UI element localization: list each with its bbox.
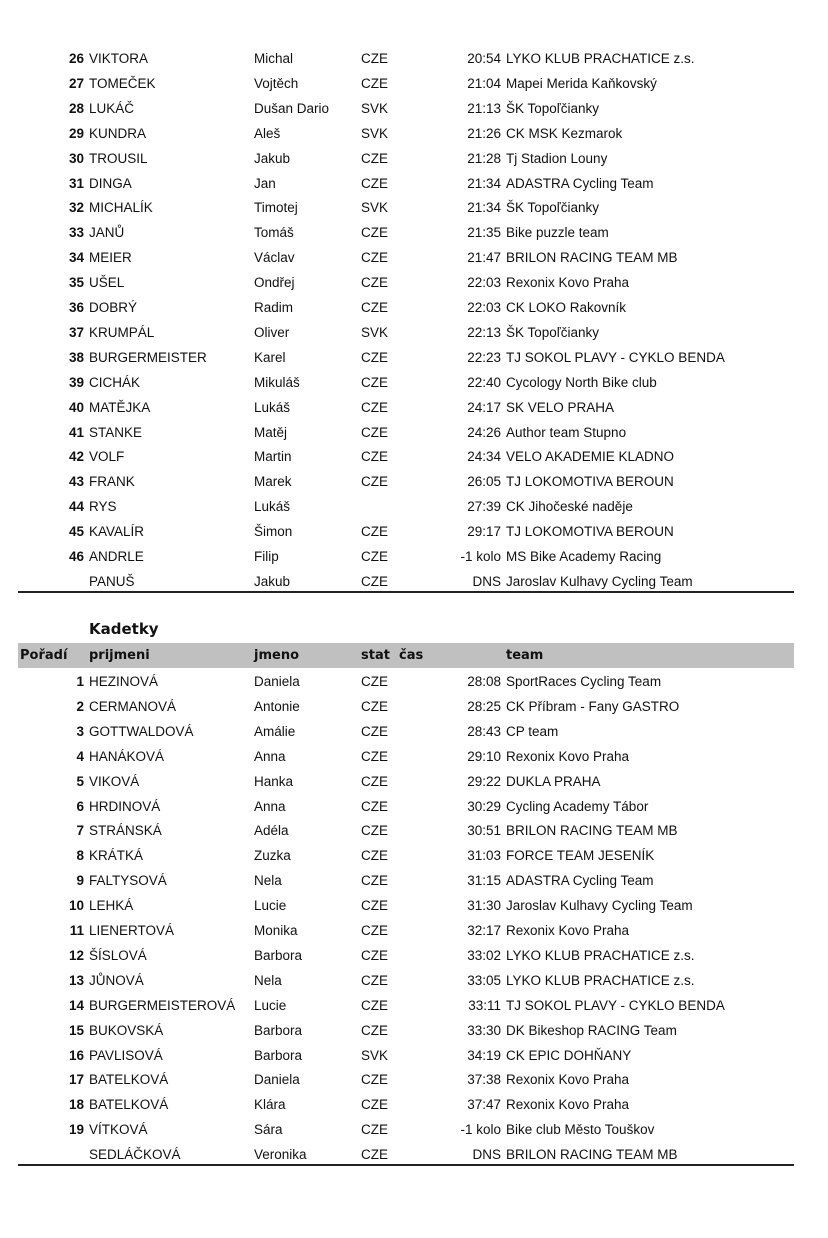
team-cell: ŠK Topoľčianky — [506, 200, 599, 216]
nationality-cell: CZE — [361, 947, 388, 963]
rank-cell: 5 — [76, 773, 84, 789]
first-name-cell: Aleš — [254, 125, 281, 141]
table-row — [0, 993, 828, 1018]
table-row — [0, 395, 828, 420]
table-row — [0, 494, 828, 519]
surname-cell: MEIER — [89, 250, 132, 266]
nationality-cell: CZE — [361, 51, 388, 66]
time-cell: 28:25 — [467, 698, 501, 714]
header-time: čas — [399, 648, 424, 663]
team-cell: ADASTRA Cycling Team — [506, 175, 654, 191]
rank-cell: 34 — [68, 250, 84, 266]
rank-cell: 7 — [76, 823, 84, 839]
nationality-cell: SVK — [361, 324, 389, 340]
team-cell: SportRaces Cycling Team — [506, 674, 662, 689]
nationality-cell: CZE — [361, 225, 388, 241]
nationality-cell: CZE — [361, 972, 388, 988]
team-cell: MS Bike Academy Racing — [506, 549, 662, 564]
table-row — [0, 121, 828, 146]
first-name-cell: Hanka — [254, 773, 294, 789]
rank-cell: 26 — [68, 51, 84, 66]
time-cell: 22:40 — [467, 374, 501, 390]
team-cell: Bike puzzle team — [506, 225, 609, 241]
surname-cell: HRDINOVÁ — [89, 798, 161, 814]
time-cell: 33:30 — [467, 1022, 501, 1038]
first-name-cell: Barbora — [254, 947, 303, 963]
surname-cell: TOMEČEK — [89, 75, 156, 91]
table-row — [0, 544, 828, 569]
first-name-cell: Zuzka — [254, 848, 291, 864]
rank-cell: 46 — [68, 549, 84, 564]
team-cell: CK Příbram - Fany GASTRO — [506, 698, 680, 714]
team-cell: TJ LOKOMOTIVA BEROUN — [506, 474, 674, 490]
table-row — [0, 669, 828, 694]
surname-cell: VIKOVÁ — [89, 773, 140, 789]
nationality-cell: CZE — [361, 549, 388, 564]
rank-cell: 37 — [68, 324, 84, 340]
first-name-cell: Michal — [254, 51, 294, 66]
nationality-cell: CZE — [361, 848, 388, 864]
team-cell: Author team Stupno — [506, 424, 627, 440]
first-name-cell: Anna — [254, 748, 286, 764]
surname-cell: JANŮ — [89, 225, 125, 241]
time-cell: 26:05 — [467, 474, 501, 490]
surname-cell: KRUMPÁL — [89, 324, 155, 340]
first-name-cell: Jakub — [254, 573, 291, 589]
time-cell: 21:13 — [467, 100, 501, 116]
time-cell: 37:38 — [467, 1072, 501, 1088]
table-row — [0, 1043, 828, 1068]
rank-cell: 18 — [68, 1097, 84, 1113]
team-cell: Cycology North Bike club — [506, 374, 657, 390]
team-cell: Jaroslav Kulhavy Cycling Team — [506, 573, 693, 589]
table-row — [0, 444, 828, 469]
table-row — [0, 46, 828, 71]
surname-cell: HEZINOVÁ — [89, 674, 159, 689]
table-row — [0, 794, 828, 819]
surname-cell: MICHALÍK — [89, 200, 153, 216]
team-cell: CK MSK Kezmarok — [506, 125, 623, 141]
nationality-cell: CZE — [361, 1022, 388, 1038]
table-row — [0, 968, 828, 993]
surname-cell: PAVLISOVÁ — [89, 1047, 163, 1063]
surname-cell: BUKOVSKÁ — [89, 1022, 164, 1038]
first-name-cell: Lukáš — [254, 499, 291, 515]
nationality-cell: CZE — [361, 275, 388, 291]
surname-cell: STRÁNSKÁ — [89, 823, 162, 839]
nationality-cell: CZE — [361, 573, 388, 589]
rank-cell: 27 — [68, 75, 84, 91]
time-cell: 30:51 — [467, 823, 501, 839]
first-name-cell: Jan — [254, 175, 276, 191]
time-cell: 33:11 — [468, 997, 501, 1013]
surname-cell: CERMANOVÁ — [89, 698, 177, 714]
team-cell: TJ SOKOL PLAVY - CYKLO BENDA — [506, 349, 725, 365]
surname-cell: DINGA — [89, 175, 132, 191]
time-cell: 21:34 — [467, 200, 501, 216]
time-cell: 34:19 — [467, 1047, 501, 1063]
time-cell: 21:35 — [467, 225, 501, 241]
surname-cell: KAVALÍR — [89, 524, 145, 540]
team-cell: CK Jihočeské naděje — [506, 499, 633, 515]
team-cell: DUKLA PRAHA — [506, 773, 601, 789]
nationality-cell: CZE — [361, 474, 388, 490]
table-row — [0, 320, 828, 345]
table-row — [0, 295, 828, 320]
table-row — [0, 519, 828, 544]
header-surname: prijmeni — [89, 648, 150, 663]
table-row — [0, 1092, 828, 1117]
time-cell: 22:13 — [467, 324, 501, 340]
nationality-cell: CZE — [361, 1072, 388, 1088]
table-row — [0, 195, 828, 220]
table-row — [0, 769, 828, 794]
time-cell: 21:34 — [467, 175, 501, 191]
time-cell: 20:54 — [467, 51, 501, 66]
rank-cell: 43 — [68, 474, 84, 490]
nationality-cell: CZE — [361, 1097, 388, 1113]
table-header — [18, 643, 794, 668]
nationality-cell: SVK — [361, 125, 389, 141]
team-cell: ŠK Topoľčianky — [506, 324, 599, 340]
rank-cell: 1 — [76, 674, 84, 689]
team-cell: CK LOKO Rakovník — [506, 300, 627, 315]
nationality-cell: CZE — [361, 698, 388, 714]
table-row — [0, 345, 828, 370]
surname-cell: GOTTWALDOVÁ — [89, 723, 194, 739]
time-cell: 24:34 — [467, 449, 501, 465]
time-cell: 29:17 — [467, 524, 501, 540]
nationality-cell: CZE — [361, 300, 388, 315]
header-rank: Pořadí — [20, 648, 68, 663]
rank-cell: 32 — [68, 200, 84, 216]
surname-cell: DOBRÝ — [89, 300, 138, 315]
first-name-cell: Václav — [254, 250, 295, 266]
table-row — [0, 719, 828, 744]
team-cell: TJ SOKOL PLAVY - CYKLO BENDA — [506, 997, 725, 1013]
team-cell: SK VELO PRAHA — [506, 399, 615, 415]
table-row — [0, 270, 828, 295]
first-name-cell: Daniela — [254, 1072, 300, 1088]
first-name-cell: Timotej — [254, 200, 298, 216]
first-name-cell: Veronika — [254, 1147, 307, 1163]
time-cell: 22:03 — [467, 275, 501, 291]
surname-cell: KUNDRA — [89, 125, 147, 141]
team-cell: Tj Stadion Louny — [506, 150, 608, 166]
nationality-cell: CZE — [361, 374, 388, 390]
table-row — [0, 943, 828, 968]
rank-cell: 19 — [68, 1122, 84, 1138]
nationality-cell: CZE — [361, 449, 388, 465]
table-row — [0, 1018, 828, 1043]
time-cell: 29:10 — [467, 748, 501, 764]
team-cell: VELO AKADEMIE KLADNO — [506, 449, 675, 465]
time-cell: 31:03 — [467, 848, 501, 864]
team-cell: DK Bikeshop RACING Team — [506, 1022, 677, 1038]
table-row — [0, 245, 828, 270]
nationality-cell: CZE — [361, 75, 388, 91]
nationality-cell: CZE — [361, 823, 388, 839]
time-cell: 33:05 — [467, 972, 501, 988]
time-cell: 31:30 — [467, 898, 501, 914]
first-name-cell: Amálie — [254, 723, 296, 739]
rank-cell: 38 — [68, 349, 84, 365]
nationality-cell: CZE — [361, 773, 388, 789]
time-cell: 21:47 — [467, 250, 501, 266]
table-row — [0, 96, 828, 121]
surname-cell: VOLF — [89, 449, 125, 465]
nationality-cell: SVK — [361, 200, 389, 216]
team-cell: FORCE TEAM JESENÍK — [506, 848, 655, 864]
nationality-cell: SVK — [361, 100, 389, 116]
nationality-cell: CZE — [361, 349, 388, 365]
nationality-cell: CZE — [361, 175, 388, 191]
first-name-cell: Anna — [254, 798, 286, 814]
rank-cell: 8 — [76, 848, 84, 864]
first-name-cell: Lucie — [254, 898, 287, 914]
table-row — [0, 220, 828, 245]
nationality-cell: CZE — [361, 873, 388, 889]
team-cell: BRILON RACING TEAM MB — [506, 823, 678, 839]
time-cell: 21:04 — [467, 75, 501, 91]
table-row — [0, 893, 828, 918]
first-name-cell: Adéla — [254, 823, 289, 839]
surname-cell: BURGERMEISTEROVÁ — [89, 997, 236, 1013]
team-cell: Rexonix Kovo Praha — [506, 275, 630, 291]
team-cell: LYKO KLUB PRACHATICE z.s. — [506, 51, 695, 66]
section-divider — [18, 1164, 794, 1166]
table-row — [0, 71, 828, 96]
surname-cell: LIENERTOVÁ — [89, 923, 175, 938]
rank-cell: 28 — [68, 100, 84, 116]
nationality-cell: CZE — [361, 997, 388, 1013]
surname-cell: BATELKOVÁ — [89, 1072, 169, 1088]
rank-cell: 12 — [68, 947, 84, 963]
team-cell: Rexonix Kovo Praha — [506, 1072, 630, 1088]
surname-cell: VIKTORA — [89, 51, 149, 66]
table-row — [0, 868, 828, 893]
team-cell: Mapei Merida Kaňkovský — [506, 75, 657, 91]
table-row — [0, 744, 828, 769]
rank-cell: 3 — [76, 723, 84, 739]
team-cell: LYKO KLUB PRACHATICE z.s. — [506, 972, 695, 988]
team-cell: ŠK Topoľčianky — [506, 100, 599, 116]
rank-cell: 16 — [68, 1047, 84, 1063]
time-cell: -1 kolo — [460, 1122, 501, 1138]
rank-cell: 10 — [68, 898, 84, 914]
time-cell: 28:43 — [467, 723, 501, 739]
nationality-cell: CZE — [361, 748, 388, 764]
nationality-cell: CZE — [361, 923, 388, 938]
nationality-cell: SVK — [361, 1047, 389, 1063]
table-row — [0, 146, 828, 171]
first-name-cell: Barbora — [254, 1022, 303, 1038]
rank-cell: 17 — [68, 1072, 84, 1088]
rank-cell: 42 — [68, 449, 84, 465]
rank-cell: 39 — [68, 374, 84, 390]
surname-cell: PANUŠ — [89, 573, 135, 589]
surname-cell: KRÁTKÁ — [89, 848, 144, 864]
team-cell: Rexonix Kovo Praha — [506, 923, 630, 938]
first-name-cell: Mikuláš — [254, 374, 300, 390]
time-cell: 24:26 — [467, 424, 501, 440]
surname-cell: CICHÁK — [89, 374, 141, 390]
team-cell: Bike club Město Touškov — [506, 1122, 655, 1138]
nationality-cell: CZE — [361, 399, 388, 415]
first-name-cell: Barbora — [254, 1047, 303, 1063]
time-cell: DNS — [472, 1147, 501, 1163]
first-name-cell: Ondřej — [254, 275, 295, 291]
rank-cell: 6 — [76, 798, 84, 814]
table-row — [0, 1067, 828, 1092]
nationality-cell: CZE — [361, 1147, 388, 1163]
team-cell: Rexonix Kovo Praha — [506, 748, 630, 764]
rank-cell: 4 — [76, 748, 84, 764]
first-name-cell: Daniela — [254, 674, 300, 689]
table-row — [0, 818, 828, 843]
time-cell: 29:22 — [467, 773, 501, 789]
rank-cell: 13 — [68, 972, 84, 988]
first-name-cell: Karel — [254, 349, 286, 365]
team-cell: BRILON RACING TEAM MB — [506, 250, 678, 266]
first-name-cell: Nela — [254, 972, 282, 988]
surname-cell: VÍTKOVÁ — [89, 1122, 148, 1138]
surname-cell: HANÁKOVÁ — [89, 748, 165, 764]
rank-cell: 9 — [76, 873, 84, 889]
rank-cell: 31 — [68, 175, 84, 191]
rank-cell: 30 — [68, 150, 84, 166]
rank-cell: 33 — [68, 225, 84, 241]
time-cell: 33:02 — [467, 947, 501, 963]
first-name-cell: Oliver — [254, 324, 290, 340]
first-name-cell: Jakub — [254, 150, 291, 166]
time-cell: -1 kolo — [460, 549, 501, 564]
surname-cell: JŮNOVÁ — [89, 972, 144, 988]
first-name-cell: Lukáš — [254, 399, 291, 415]
first-name-cell: Filip — [254, 549, 279, 564]
rank-cell: 45 — [68, 524, 84, 540]
time-cell: 28:08 — [467, 674, 501, 689]
time-cell: 31:15 — [467, 873, 501, 889]
header-team: team — [506, 648, 544, 663]
surname-cell: RYS — [89, 499, 117, 515]
team-cell: CK EPIC DOHŇANY — [506, 1047, 632, 1063]
team-cell: Rexonix Kovo Praha — [506, 1097, 630, 1113]
header-first-name: jmeno — [254, 648, 300, 663]
team-cell: BRILON RACING TEAM MB — [506, 1147, 678, 1163]
rank-cell: 15 — [68, 1022, 84, 1038]
surname-cell: ŠÍSLOVÁ — [89, 947, 147, 963]
surname-cell: LEHKÁ — [89, 898, 134, 914]
nationality-cell: CZE — [361, 150, 388, 166]
time-cell: DNS — [472, 573, 501, 589]
team-cell: ADASTRA Cycling Team — [506, 873, 654, 889]
nationality-cell: CZE — [361, 524, 388, 540]
time-cell: 37:47 — [467, 1097, 501, 1113]
table-row — [0, 469, 828, 494]
first-name-cell: Matěj — [254, 424, 288, 440]
rank-cell: 2 — [76, 698, 84, 714]
header-nationality: stat — [361, 648, 390, 663]
rank-cell: 35 — [68, 275, 84, 291]
nationality-cell: CZE — [361, 674, 388, 689]
time-cell: 22:03 — [467, 300, 501, 315]
surname-cell: UŠEL — [89, 275, 125, 291]
nationality-cell: CZE — [361, 898, 388, 914]
time-cell: 27:39 — [467, 499, 501, 515]
table-row — [0, 843, 828, 868]
section-divider — [18, 591, 794, 593]
first-name-cell: Nela — [254, 873, 282, 889]
rank-cell: 29 — [68, 125, 84, 141]
first-name-cell: Lucie — [254, 997, 287, 1013]
first-name-cell: Sára — [254, 1122, 283, 1138]
rank-cell: 40 — [68, 399, 84, 415]
rank-cell: 14 — [68, 997, 84, 1013]
table-row — [0, 1117, 828, 1142]
first-name-cell: Tomáš — [254, 225, 294, 241]
rank-cell: 36 — [68, 300, 84, 315]
time-cell: 21:26 — [467, 125, 501, 141]
team-cell: LYKO KLUB PRACHATICE z.s. — [506, 947, 695, 963]
nationality-cell: CZE — [361, 250, 388, 266]
surname-cell: BURGERMEISTER — [89, 349, 207, 365]
surname-cell: SEDLÁČKOVÁ — [89, 1147, 181, 1163]
surname-cell: BATELKOVÁ — [89, 1097, 169, 1113]
surname-cell: FRANK — [89, 474, 135, 490]
team-cell: Jaroslav Kulhavy Cycling Team — [506, 898, 693, 914]
time-cell: 24:17 — [467, 399, 501, 415]
first-name-cell: Radim — [254, 300, 294, 315]
table-row — [0, 694, 828, 719]
surname-cell: STANKE — [89, 424, 143, 440]
surname-cell: FALTYSOVÁ — [89, 873, 167, 889]
first-name-cell: Martin — [254, 449, 292, 465]
nationality-cell: CZE — [361, 723, 388, 739]
first-name-cell: Monika — [254, 923, 298, 938]
surname-cell: TROUSIL — [89, 150, 148, 166]
first-name-cell: Dušan Dario — [254, 100, 330, 116]
nationality-cell: CZE — [361, 798, 388, 814]
surname-cell: LUKÁČ — [89, 100, 135, 116]
table-row — [0, 370, 828, 395]
nationality-cell: CZE — [361, 1122, 388, 1138]
first-name-cell: Šimon — [254, 524, 293, 540]
first-name-cell: Vojtěch — [254, 75, 299, 91]
team-cell: CP team — [506, 723, 559, 739]
table-row — [0, 918, 828, 943]
surname-cell: ANDRLE — [89, 549, 144, 564]
time-cell: 22:23 — [467, 349, 501, 365]
time-cell: 32:17 — [467, 923, 501, 938]
nationality-cell: CZE — [361, 424, 388, 440]
time-cell: 30:29 — [467, 798, 501, 814]
team-cell: TJ LOKOMOTIVA BEROUN — [506, 524, 674, 540]
category-title: Kadetky — [89, 620, 159, 638]
first-name-cell: Antonie — [254, 698, 300, 714]
time-cell: 21:28 — [467, 150, 501, 166]
first-name-cell: Klára — [254, 1097, 286, 1113]
table-row — [0, 171, 828, 196]
surname-cell: MATĚJKA — [89, 399, 151, 415]
table-row — [0, 420, 828, 445]
rank-cell: 44 — [68, 499, 84, 515]
rank-cell: 11 — [69, 923, 84, 938]
team-cell: Cycling Academy Tábor — [506, 798, 649, 814]
rank-cell: 41 — [68, 424, 84, 440]
first-name-cell: Marek — [254, 474, 292, 490]
